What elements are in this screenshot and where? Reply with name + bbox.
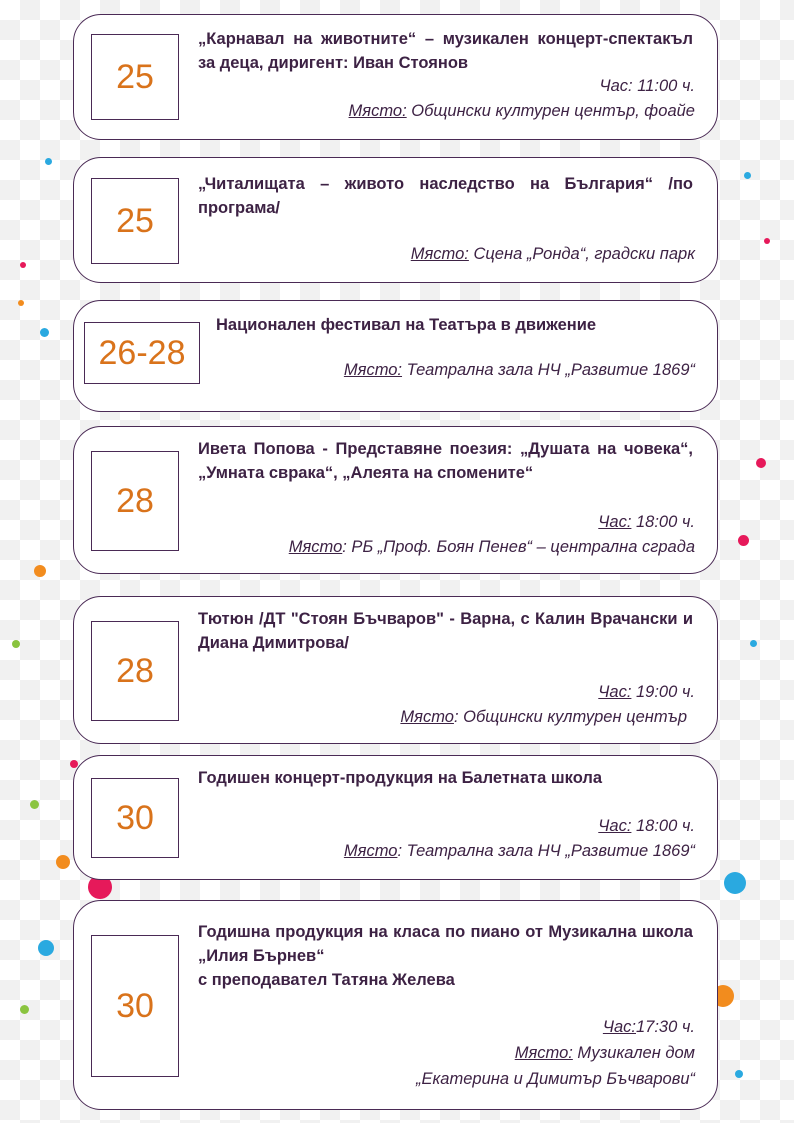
time-label: Час: [599, 77, 633, 95]
place-value: : Общински културен център [453, 708, 687, 726]
event-place [289, 538, 695, 557]
time-value: 18:00 ч. [631, 513, 695, 531]
event-title: Ивета Попова - Представяне поезия: „Душата на човека“, „Умната сврака“, „Алеята на спомените“ [198, 440, 693, 482]
event-title: „Читалищата – живото наследство на България“ /по програма/ [198, 175, 693, 217]
event-place [344, 842, 695, 861]
place-value: Музикален дом [572, 1044, 695, 1062]
time-label: Час: [598, 683, 632, 701]
event-title: Национален фестивал на Театъра в движение [216, 316, 597, 334]
event-card [73, 596, 718, 744]
time-label: Час: [598, 513, 632, 531]
event-title: Тютюн /ДТ "Стоян Бъчваров" - Варна, с Калин Врачански и Диана Димитрова/ [198, 610, 693, 652]
event-date: 25 [91, 178, 179, 264]
event-time [603, 1018, 695, 1037]
place-label: Място: [514, 1044, 573, 1062]
place-label: Място: [410, 245, 469, 263]
time-value: 17:30 ч. [636, 1018, 695, 1036]
time-value: 19:00 ч. [631, 683, 695, 701]
event-time [598, 683, 695, 702]
event-title: „Карнавал на животните“ – музикален концерт-спектакъл за деца, диригент: Иван Стоянов [198, 30, 693, 72]
event-place-extra: „Екатерина и Димитър Бъчварови“ [416, 1070, 695, 1088]
event-title: Годишна продукция на класа по пиано от Музикална школа „Илия Бърнев“ с преподавател Татяна Желева [198, 923, 693, 989]
event-date: 26-28 [84, 322, 200, 384]
time-value: 11:00 ч. [632, 77, 695, 95]
place-label: Място: [343, 361, 403, 379]
event-place [344, 361, 695, 380]
event-time [598, 817, 695, 836]
place-label: Място [400, 708, 454, 726]
event-date: 28 [91, 451, 179, 551]
place-label: Място [288, 538, 343, 556]
event-place [515, 1044, 695, 1063]
event-place [349, 102, 695, 121]
event-date: 25 [91, 34, 179, 120]
event-card [73, 157, 718, 283]
place-value: : Театрална зала НЧ „Развитие 1869“ [397, 842, 695, 860]
place-value: Сцена „Ронда“, градски парк [468, 245, 695, 263]
event-card [73, 300, 718, 412]
event-date: 30 [91, 935, 179, 1077]
event-card [73, 900, 718, 1110]
event-card [73, 755, 718, 880]
event-place [411, 245, 695, 264]
event-date: 30 [91, 778, 179, 858]
place-label: Място [343, 842, 398, 860]
event-title: Годишен концерт-продукция на Балетната школа [198, 769, 603, 787]
time-label: Час: [602, 1018, 636, 1036]
event-card [73, 14, 718, 140]
place-value: Театрална зала НЧ „Развитие 1869“ [402, 361, 695, 379]
event-place [400, 708, 687, 727]
time-value: 18:00 ч. [631, 817, 695, 835]
event-date: 28 [91, 621, 179, 721]
place-value: Общински културен център, фоайе [406, 102, 695, 120]
event-time [598, 513, 695, 532]
event-time [600, 77, 695, 96]
place-value: : РБ „Проф. Боян Пенев“ – централна сграда [342, 538, 695, 556]
time-label: Час: [598, 817, 632, 835]
place-label: Място: [348, 102, 407, 120]
event-card [73, 426, 718, 574]
